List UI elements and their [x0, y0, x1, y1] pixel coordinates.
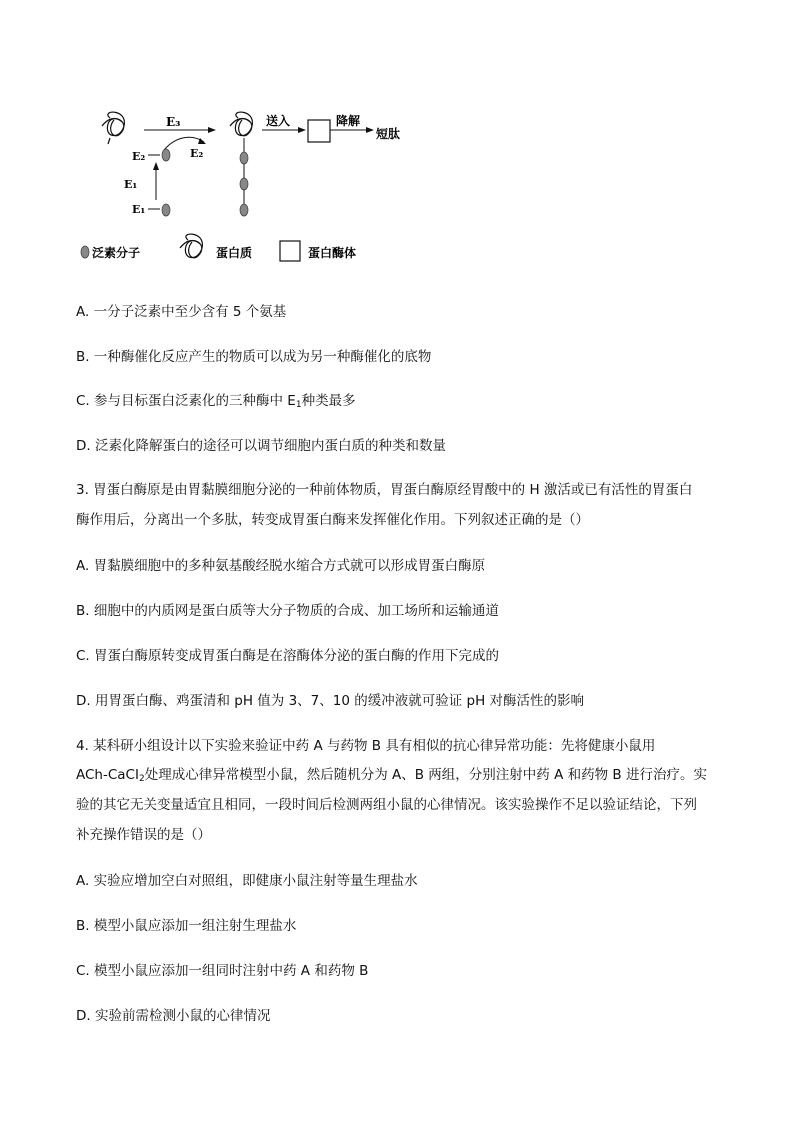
q4-stem-line-2	[76, 766, 707, 788]
legend-proteasome-icon	[280, 241, 300, 261]
q4-option-c: C. 模型小鼠应添加一组同时注射中药 A 和药物 B	[76, 963, 369, 979]
q3-option-c: C. 胃蛋白酶原转变成胃蛋白酶是在溶酶体分泌的蛋白酶的作用下完成的	[76, 648, 500, 664]
ubiquitination-diagram	[80, 100, 420, 270]
q4-stem-line-1: 4. 某科研小组设计以下实验来验证中药 A 与药物 B 具有相似的抗心律异常功能：先将健康小鼠用	[76, 738, 656, 754]
degrade-arrowhead	[366, 127, 374, 133]
protein-icon	[102, 112, 124, 144]
ubiquitin-icon	[240, 204, 248, 216]
q2-option-c	[76, 392, 356, 414]
e1-bottom-label: E₁	[132, 203, 146, 216]
degrade-label: 降解	[336, 114, 361, 128]
e1-to-e2-arrowhead	[153, 162, 159, 170]
proteasome-icon	[308, 120, 330, 142]
e1-mid-label: E₁	[124, 178, 138, 191]
send-label: 送入	[266, 114, 291, 128]
q4-stem-line-2-subscript: 2	[138, 774, 145, 784]
q4-stem-line-4: 补充操作错误的是（）	[76, 827, 211, 843]
q2-option-c-tail: 种类最多	[301, 393, 356, 409]
q3-stem-line-2: 酶作用后，分离出一个多肽，转变成胃蛋白酶来发挥催化作用。下列叙述正确的是（）	[76, 512, 589, 528]
ubiquitin-icon	[162, 149, 170, 161]
q4-stem-line-3: 验的其它无关变量适宜且相同，一段时间后检测两组小鼠的心律情况。该实验操作不足以验证结论，下列	[76, 797, 697, 813]
q4-stem-line-2-start: ACh-CaCI	[76, 767, 139, 783]
send-arrowhead	[298, 127, 306, 133]
diagram-svg	[80, 100, 420, 270]
ubiquitin-icon	[240, 178, 248, 190]
protein-icon	[230, 112, 252, 136]
q2-option-b: B. 一种酶催化反应产生的物质可以成为另一种酶催化的底物	[76, 349, 432, 365]
e3-label: E₃	[166, 115, 181, 129]
e2-left-label: E₂	[132, 150, 146, 163]
q3-option-b: B. 细胞中的内质网是蛋白质等大分子物质的合成、加工场所和运输通道	[76, 603, 499, 619]
ubiquitin-icon	[240, 152, 248, 164]
legend-protein-label: 蛋白质	[216, 246, 253, 260]
q3-stem-line-1: 3. 胃蛋白酶原是由胃黏膜细胞分泌的一种前体物质，胃蛋白酶原经胃酸中的 H 激活或已有活性的胃蛋白	[76, 482, 693, 498]
legend-ubiquitin-icon	[81, 246, 89, 258]
legend-proteasome-label: 蛋白酶体	[308, 246, 357, 260]
q3-option-d: D. 用胃蛋白酶、鸡蛋清和 pH 值为 3、7、10 的缓冲液就可验证 pH 对酶活性的影响	[76, 693, 585, 709]
q3-option-a: A. 胃黏膜细胞中的多种氨基酸经脱水缩合方式就可以形成胃蛋白酶原	[76, 558, 486, 574]
q2-option-c-text: C. 参与目标蛋白泛素化的三种酶中 E	[76, 393, 296, 409]
q2-option-c-subscript: 1	[295, 400, 302, 410]
q2-option-a: A. 一分子泛素中至少含有 5 个氨基	[76, 304, 287, 320]
q4-option-b: B. 模型小鼠应添加一组注射生理盐水	[76, 918, 297, 934]
short-peptide-label: 短肽	[376, 127, 401, 141]
q4-option-d: D. 实验前需检测小鼠的心律情况	[76, 1008, 271, 1024]
q4-option-a: A. 实验应增加空白对照组，即健康小鼠注射等量生理盐水	[76, 873, 418, 889]
legend-ubiquitin-label: 泛素分子	[92, 246, 141, 260]
e2-right-label: E₂	[190, 147, 204, 160]
legend-protein-icon	[180, 234, 202, 258]
ubiquitin-icon	[162, 204, 170, 216]
q2-option-d: D. 泛素化降解蛋白的途径可以调节细胞内蛋白质的种类和数量	[76, 438, 446, 454]
q4-stem-line-2-rest: 处理成心律异常模型小鼠，然后随机分为 A、B 两组，分别注射中药 A 和药物 B 进行治疗。实	[144, 767, 707, 783]
e3-arrowhead	[208, 127, 216, 133]
